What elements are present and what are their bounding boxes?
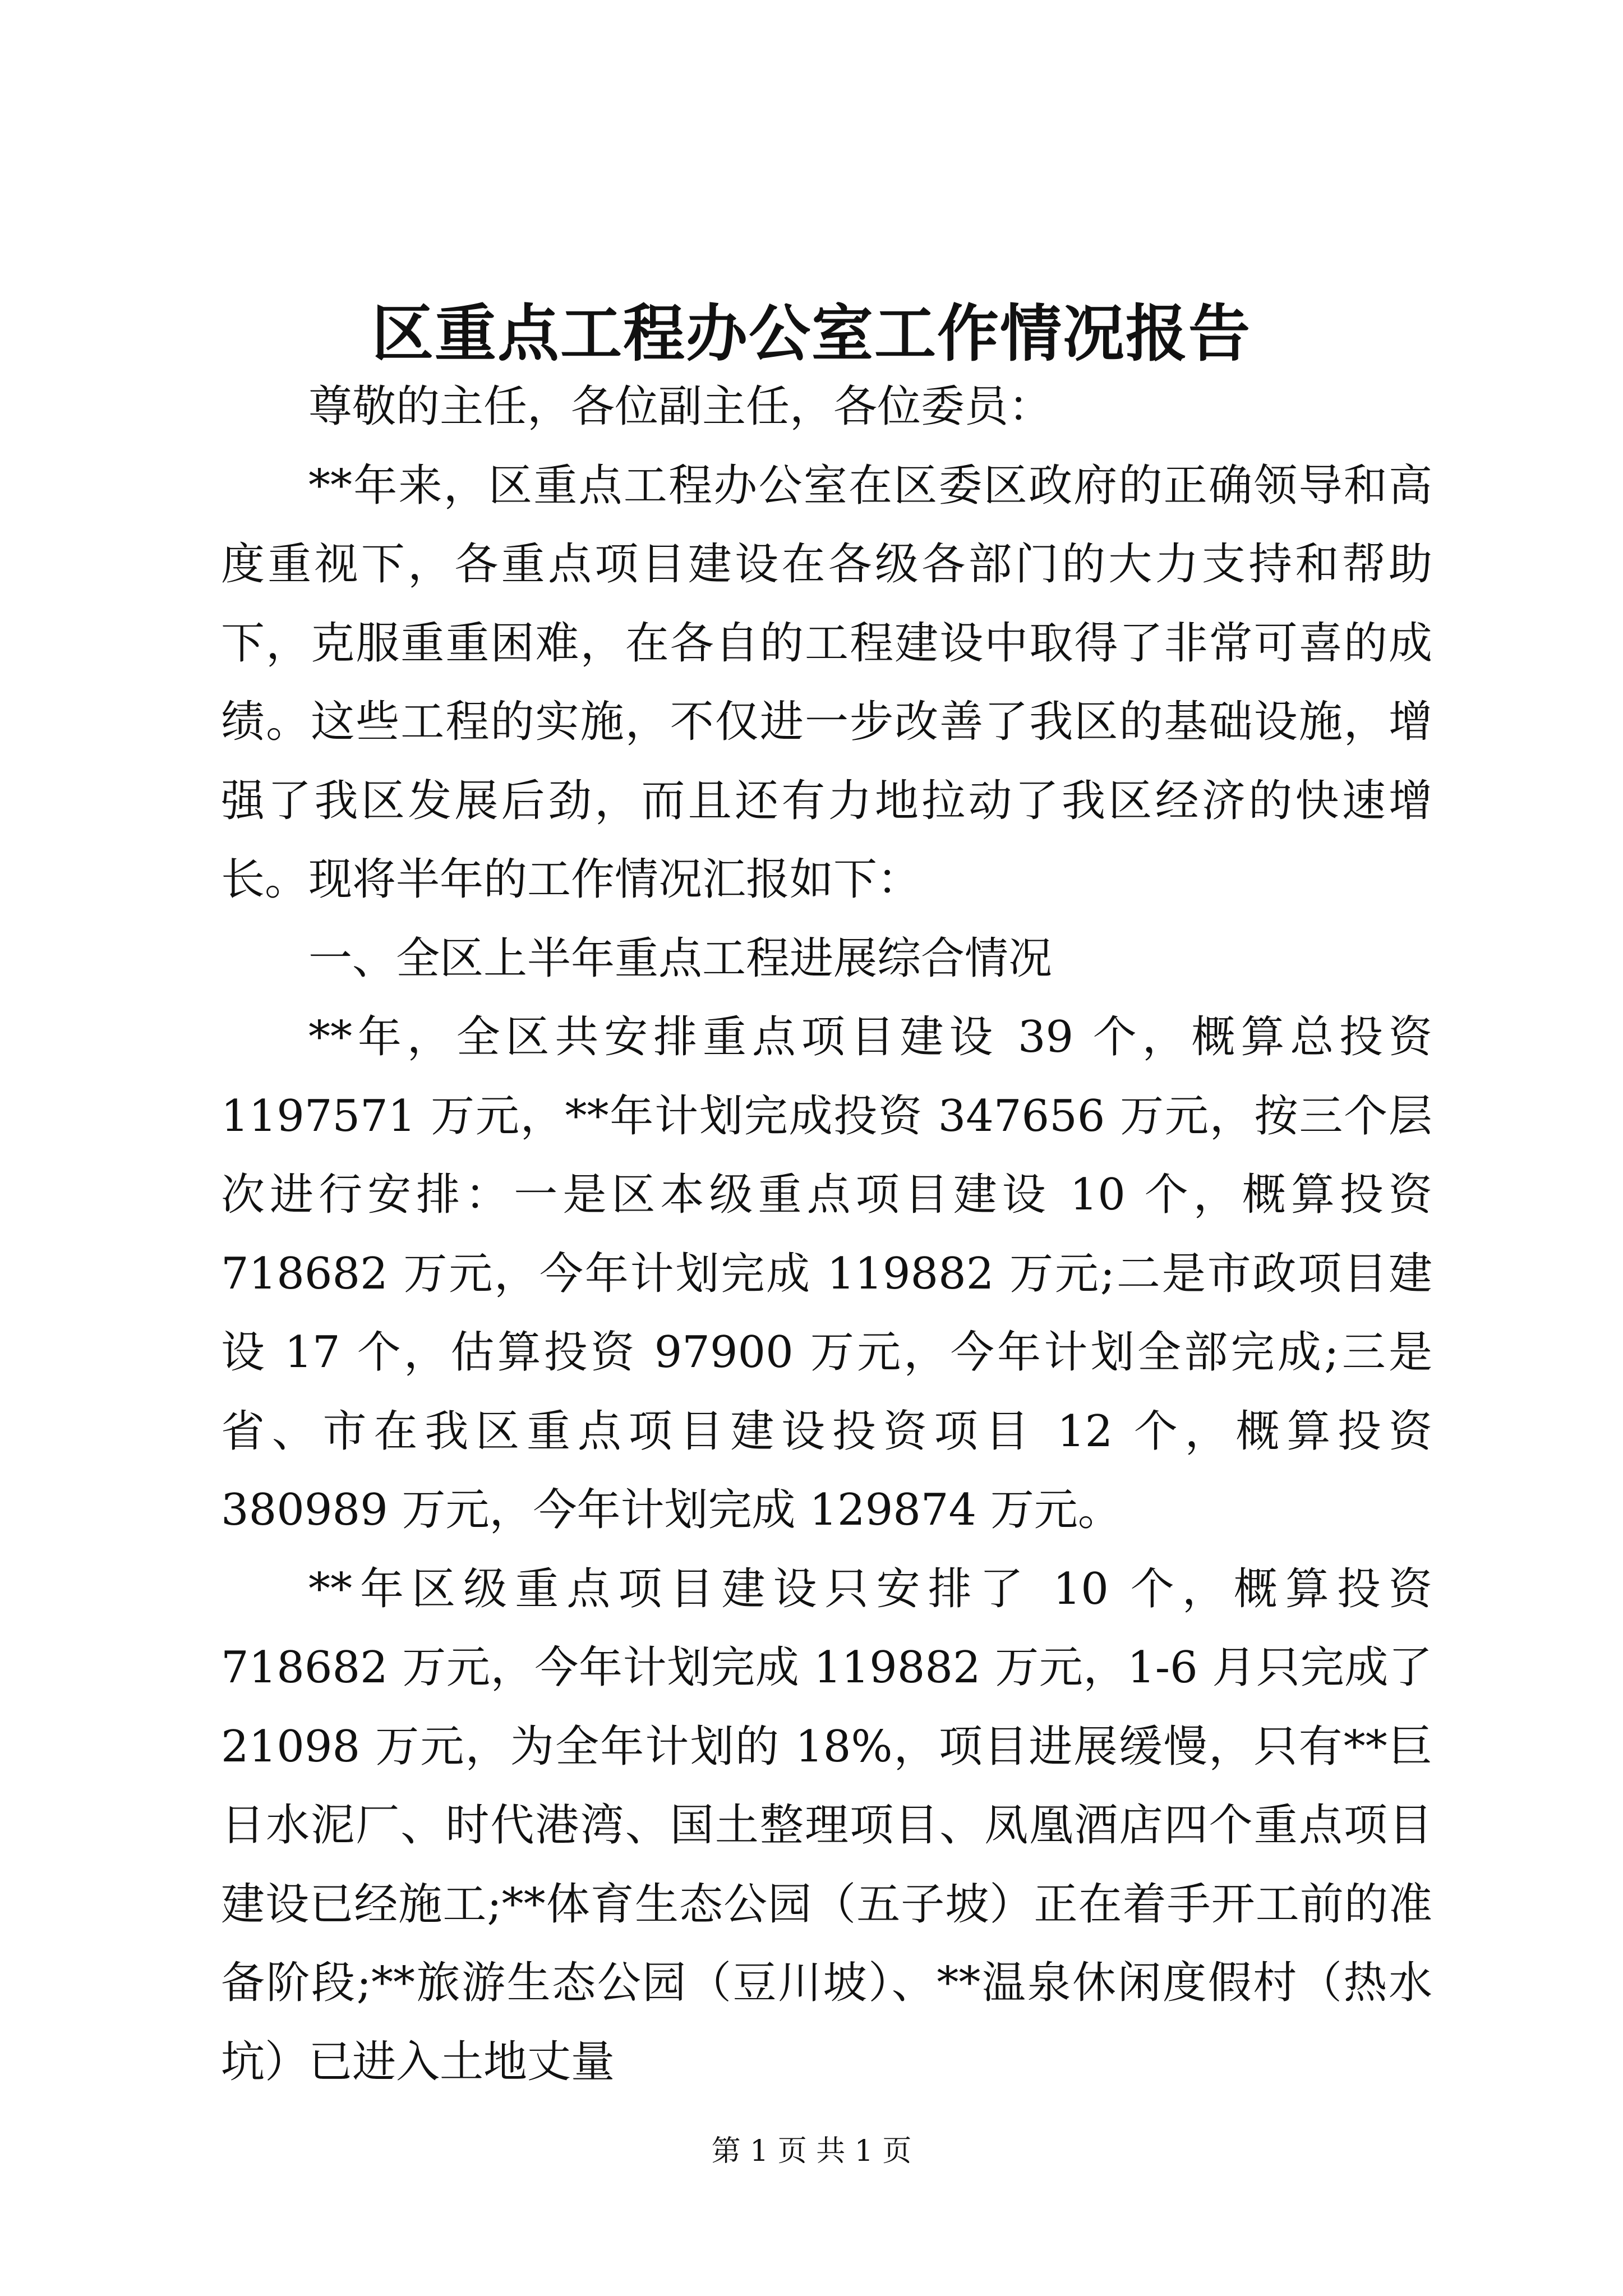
document-title: 区重点工程办公室工作情况报告 xyxy=(372,297,1251,370)
paragraph-progress: **年区级重点项目建设只安排了 10 个，概算投资 718682 万元，今年计划完成 119882 万元，1-6 月只完成了 21098 万元，为全年计划的 18%，项目进展缓慢，只有**巨日水泥厂、时代港湾、国土整理项目、凤凰酒店四个重点项目建设已经施工;**体育生态公园（五子坡）正在着手开工前的准备阶段;**旅游生态公园（豆川坡）、**温泉休闲度假村（热水坑）已进入土地丈量 xyxy=(221,1563,1432,2087)
paragraph-overview: **年，全区共安排重点项目建设 39 个，概算总投资 1197571 万元，**年计划完成投资 347656 万元，按三个层次进行安排：一是区本级重点项目建设 10 个，概算投资 718682 万元，今年计划完成 119882 万元;二是市政项目建设 17 个，估算投资 97900 万元，今年计划全部完成;三是省、市在我区重点项目建设投资项目 12 个，概算投资 380989 万元，今年计划完成 129874 万元。 xyxy=(221,1012,1432,1535)
page-footer: 第 1 页 共 1 页 xyxy=(711,2134,912,2168)
salutation: 尊敬的主任，各位副主任，各位委员： xyxy=(308,381,1053,432)
section-heading: 一、全区上半年重点工程进展综合情况 xyxy=(308,933,1053,984)
document-body xyxy=(221,367,1432,2101)
paragraph-intro: **年来，区重点工程办公室在区委区政府的正确领导和高度重视下，各重点项目建设在各级各部门的大力支持和帮助下，克服重重困难，在各自的工程建设中取得了非常可喜的成绩。这些工程的实施，不仅进一步改善了我区的基础设施，增强了我区发展后劲，而且还有力地拉动了我区经济的快速增长。现将半年的工作情况汇报如下： xyxy=(221,460,1432,905)
